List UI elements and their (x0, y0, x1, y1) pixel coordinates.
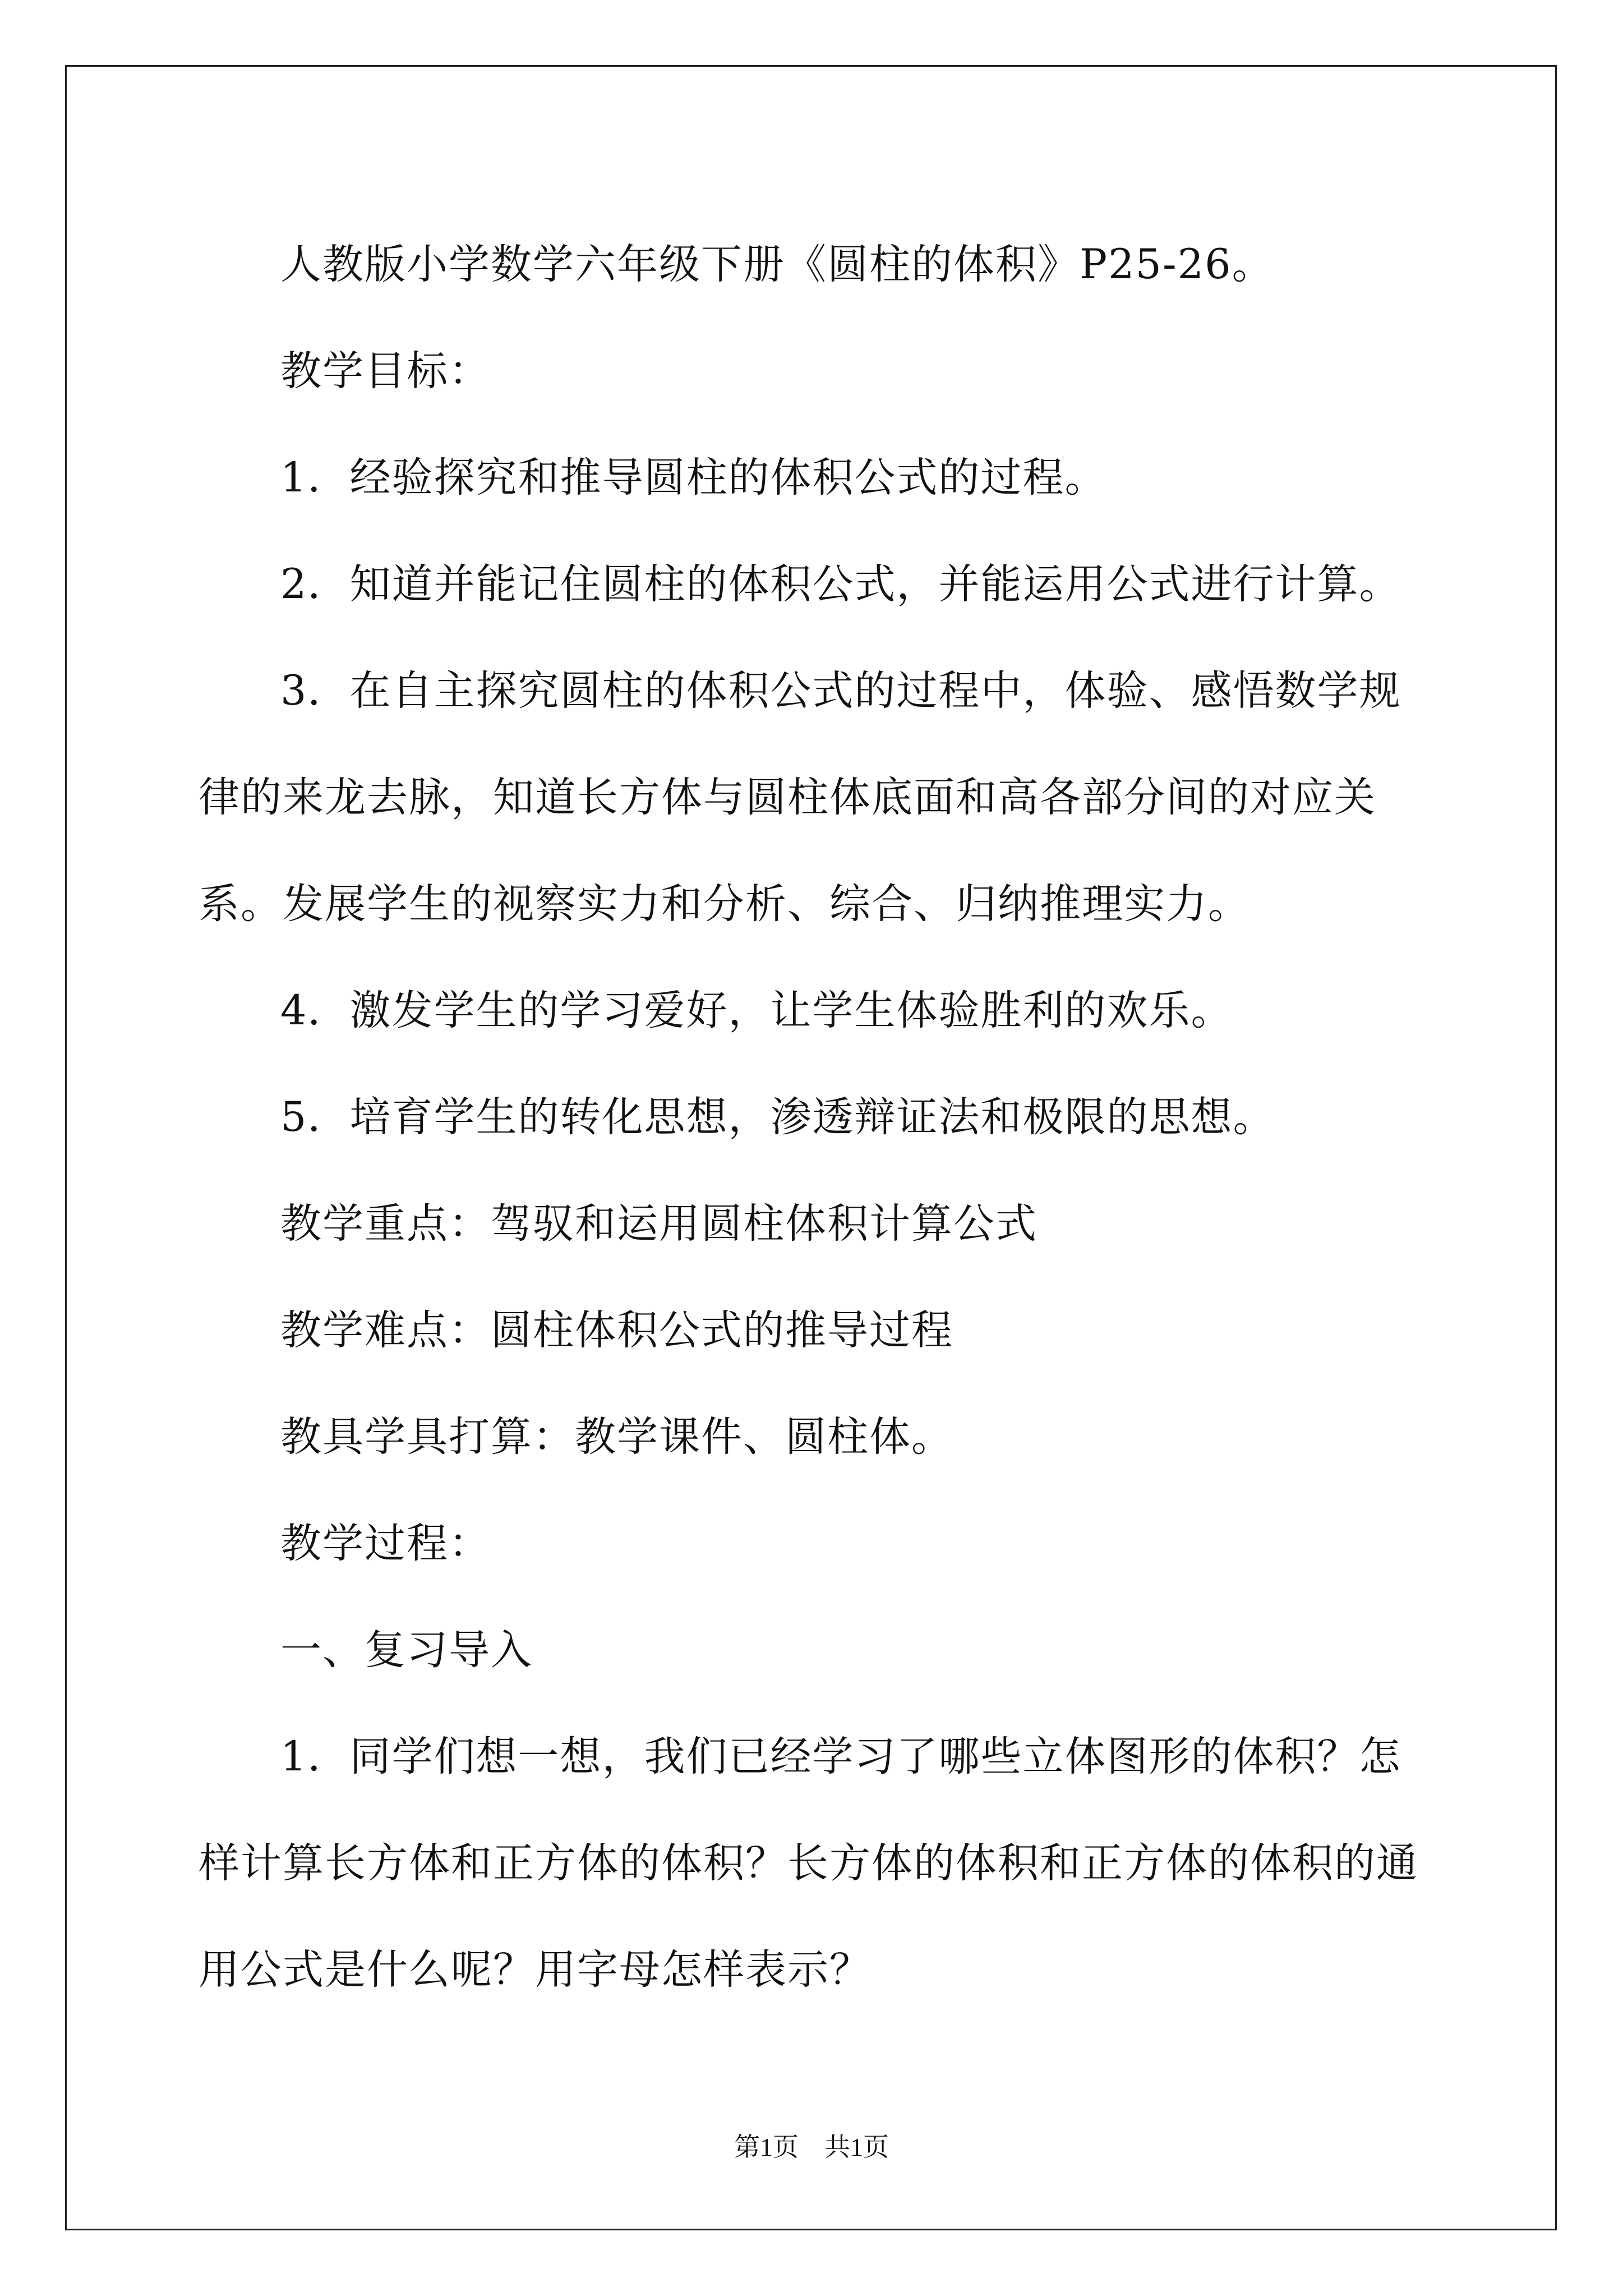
page-footer: 第1页 共1页 (734, 2133, 889, 2161)
paragraph-objective-5: 5．培育学生的转化思想，渗透辩证法和极限的思想。 (280, 1093, 1275, 1141)
paragraph-source: 人教版小学数学六年级下册《圆柱的体积》P25-26。 (280, 241, 1274, 288)
paragraph-teaching-aids: 教具学具打算：教学课件、圆柱体。 (280, 1413, 953, 1461)
paragraph-difficulty: 教学难点：圆柱体积公式的推导过程 (280, 1306, 953, 1354)
paragraph-process-heading: 教学过程： (280, 1520, 491, 1567)
paragraph-review-question: 1．同学们想一想，我们已经学习了哪些立体图形的体积？怎样计算长方体和正方体的体积？长方体的体积和正方体的体积的通用公式是什么呢？用字母怎样表示？ (199, 1733, 1418, 1994)
paragraph-section-review: 一、复习导入 (280, 1626, 533, 1674)
paragraph-objective-3: 3．在自主探究圆柱的体积公式的过程中，体验、感悟数学规律的来龙去脉，知道长方体与圆柱体底面和高各部分间的对应关系。发展学生的视察实力和分析、综合、归纳推理实力。 (199, 667, 1401, 928)
paragraph-objectives-heading: 教学目标： (280, 347, 491, 395)
paragraph-key-point: 教学重点：驾驭和运用圆柱体积计算公式 (280, 1200, 1038, 1248)
paragraph-objective-4: 4．激发学生的学习爱好，让学生体验胜利的欢乐。 (280, 987, 1233, 1034)
paragraph-objective-1: 1．经验探究和推导圆柱的体积公式的过程。 (280, 454, 1107, 501)
paragraph-objective-2: 2．知道并能记住圆柱的体积公式，并能运用公式进行计算。 (280, 560, 1401, 608)
